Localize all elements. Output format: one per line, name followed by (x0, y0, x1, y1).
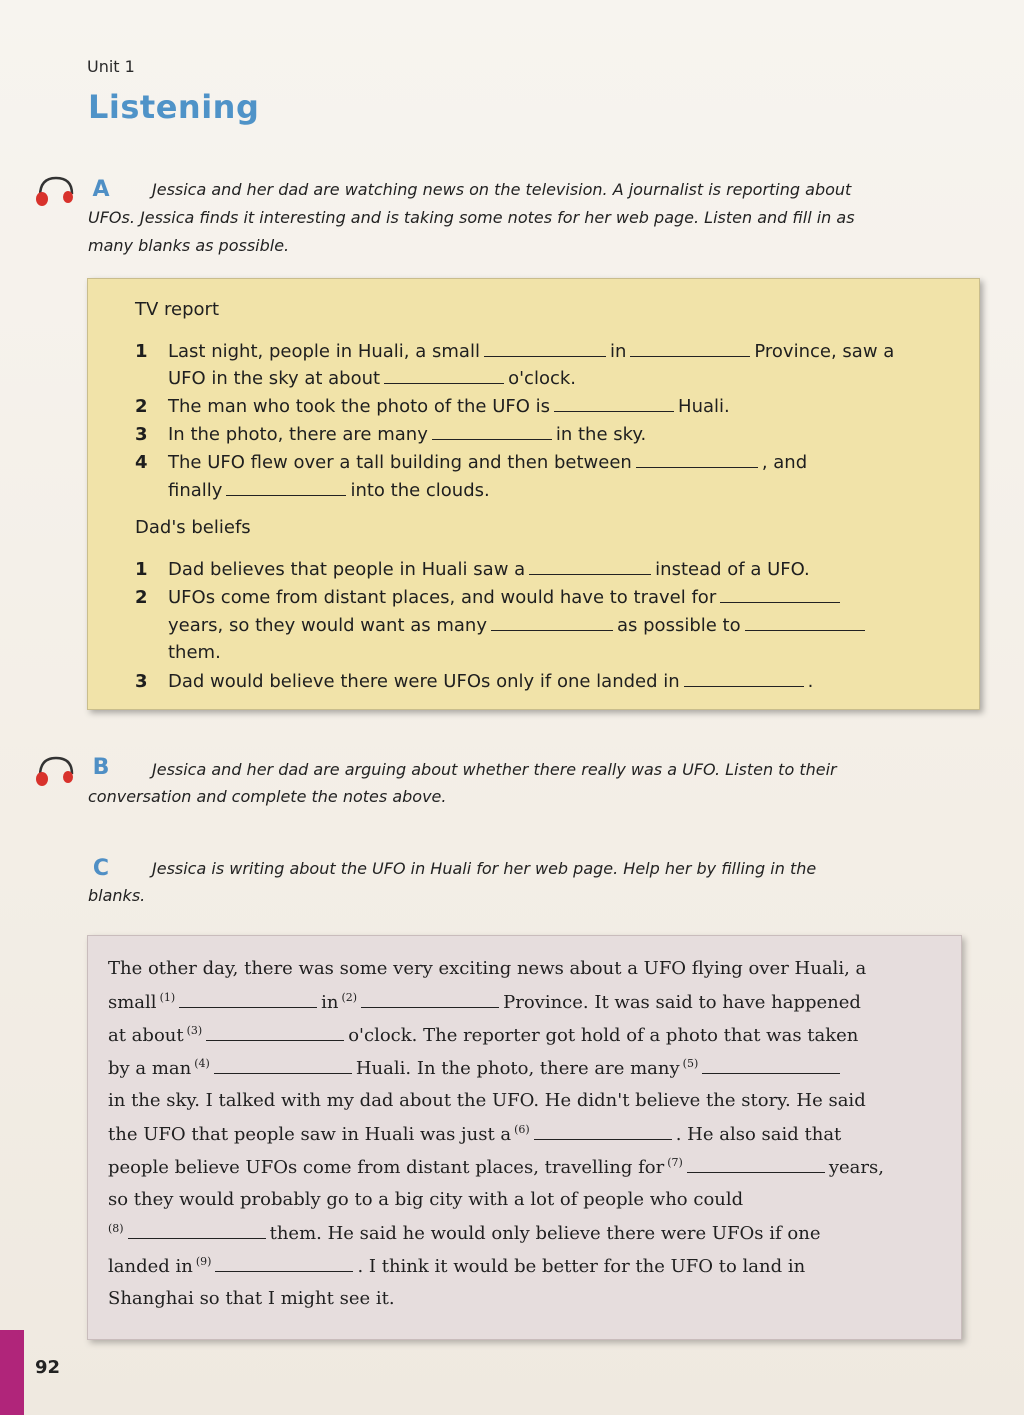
blank-field[interactable] (491, 615, 613, 631)
passage-line-10: landed in $^{(9)}$ . I think it would be better for the UFO to land in (108, 1255, 806, 1277)
tv-item-4-number: 4 (135, 452, 148, 473)
page-number: 92 (35, 1357, 61, 1378)
tv-report-heading: TV report (135, 299, 220, 320)
tv-item-2-number: 2 (135, 396, 148, 417)
blank-field[interactable] (128, 1223, 266, 1239)
belief-item-2-text-line-2: years, so they would want as many as possible to (168, 615, 869, 636)
passage-line-5: in the sky. I talked with my dad about the UFO. He didn't believe the story. He said (108, 1090, 866, 1111)
belief-item-2-text: UFOs come from distant places, and would have to travel for (168, 587, 844, 608)
belief-item-3-number: 3 (135, 671, 148, 692)
blank-field[interactable] (630, 341, 750, 357)
section-a-instruction-line-1: Jessica and her dad are watching news on the television. A journalist is reporting about (152, 180, 852, 199)
page-edge-bar (0, 1330, 24, 1415)
blank-field[interactable] (484, 341, 606, 357)
belief-item-1-number: 1 (135, 559, 148, 580)
blank-field[interactable] (361, 992, 499, 1008)
section-b-instruction-line-2: conversation and complete the notes above. (88, 787, 447, 806)
tv-item-3-text: In the photo, there are many in the sky. (168, 424, 647, 445)
passage-line-8: so they would probably go to a big city with a lot of people who could (108, 1189, 744, 1210)
blank-field[interactable] (745, 615, 865, 631)
blank-field[interactable] (206, 1025, 344, 1041)
section-c-instruction-line-1: Jessica is writing about the UFO in Huali for her web page. Help her by filling in the (152, 859, 817, 878)
section-b-badge: B (92, 755, 110, 780)
passage-line-1: The other day, there was some very exciting news about a UFO flying over Huali, a (108, 958, 867, 979)
section-c-instruction-line-2: blanks. (88, 886, 146, 905)
belief-item-2-text-line-3: them. (168, 642, 221, 663)
headphones-icon (32, 172, 76, 208)
section-b-instruction-line-1: Jessica and her dad are arguing about whether there really was a UFO. Listen to their (152, 760, 837, 779)
tv-item-1-text: Last night, people in Huali, a small in Province, saw a (168, 341, 895, 362)
blank-field[interactable] (214, 1058, 352, 1074)
tv-item-1-number: 1 (135, 341, 148, 362)
section-a-badge: A (92, 177, 110, 202)
blank-field[interactable] (687, 1157, 825, 1173)
blank-field[interactable] (534, 1124, 672, 1140)
passage-line-4: by a man $^{(4)}$ Huali. In the photo, there are many $^{(5)}$ (108, 1057, 844, 1079)
belief-item-3-text: Dad would believe there were UFOs only if one landed in . (168, 671, 814, 692)
section-c-badge: C (92, 856, 110, 881)
unit-label: Unit 1 (87, 57, 135, 76)
blank-field[interactable] (384, 368, 504, 384)
section-a-instruction-line-2: UFOs. Jessica finds it interesting and is taking some notes for her web page. Listen and fill in as (88, 208, 855, 227)
passage-line-7: people believe UFOs come from distant places, travelling for $^{(7)}$ years, (108, 1156, 884, 1178)
section-a-instruction-line-3: many blanks as possible. (88, 236, 290, 255)
passage-line-2: small $^{(1)}$ in $^{(2)}$ Province. It was said to have happened (108, 991, 861, 1013)
blank-field[interactable] (215, 1256, 353, 1272)
tv-item-3-number: 3 (135, 424, 148, 445)
tv-item-1-text-line-2: UFO in the sky at about o'clock. (168, 368, 577, 389)
passage-box (87, 935, 962, 1340)
passage-line-9: $^{(8)}$ them. He said he would only believe there were UFOs if one (108, 1222, 821, 1244)
dads-beliefs-heading: Dad's beliefs (135, 517, 251, 538)
belief-item-1-text: Dad believes that people in Huali saw a instead of a UFO. (168, 559, 810, 580)
blank-field[interactable] (529, 559, 651, 575)
tv-item-2-text: The man who took the photo of the UFO is Huali. (168, 396, 730, 417)
passage-line-3: at about $^{(3)}$ o'clock. The reporter got hold of a photo that was taken (108, 1024, 859, 1046)
blank-field[interactable] (720, 587, 840, 603)
page-title: Listening (88, 88, 260, 126)
passage-line-11: Shanghai so that I might see it. (108, 1288, 395, 1309)
blank-field[interactable] (702, 1058, 840, 1074)
notes-box (87, 278, 980, 710)
blank-field[interactable] (226, 480, 346, 496)
tv-item-4-text-line-2: finally into the clouds. (168, 480, 490, 501)
blank-field[interactable] (432, 424, 552, 440)
blank-field[interactable] (179, 992, 317, 1008)
tv-item-4-text: The UFO flew over a tall building and then between , and (168, 452, 808, 473)
belief-item-2-number: 2 (135, 587, 148, 608)
blank-field[interactable] (554, 396, 674, 412)
blank-field[interactable] (684, 671, 804, 687)
headphones-icon (32, 752, 76, 788)
blank-field[interactable] (636, 452, 758, 468)
passage-line-6: the UFO that people saw in Huali was just a $^{(6)}$ . He also said that (108, 1123, 842, 1145)
